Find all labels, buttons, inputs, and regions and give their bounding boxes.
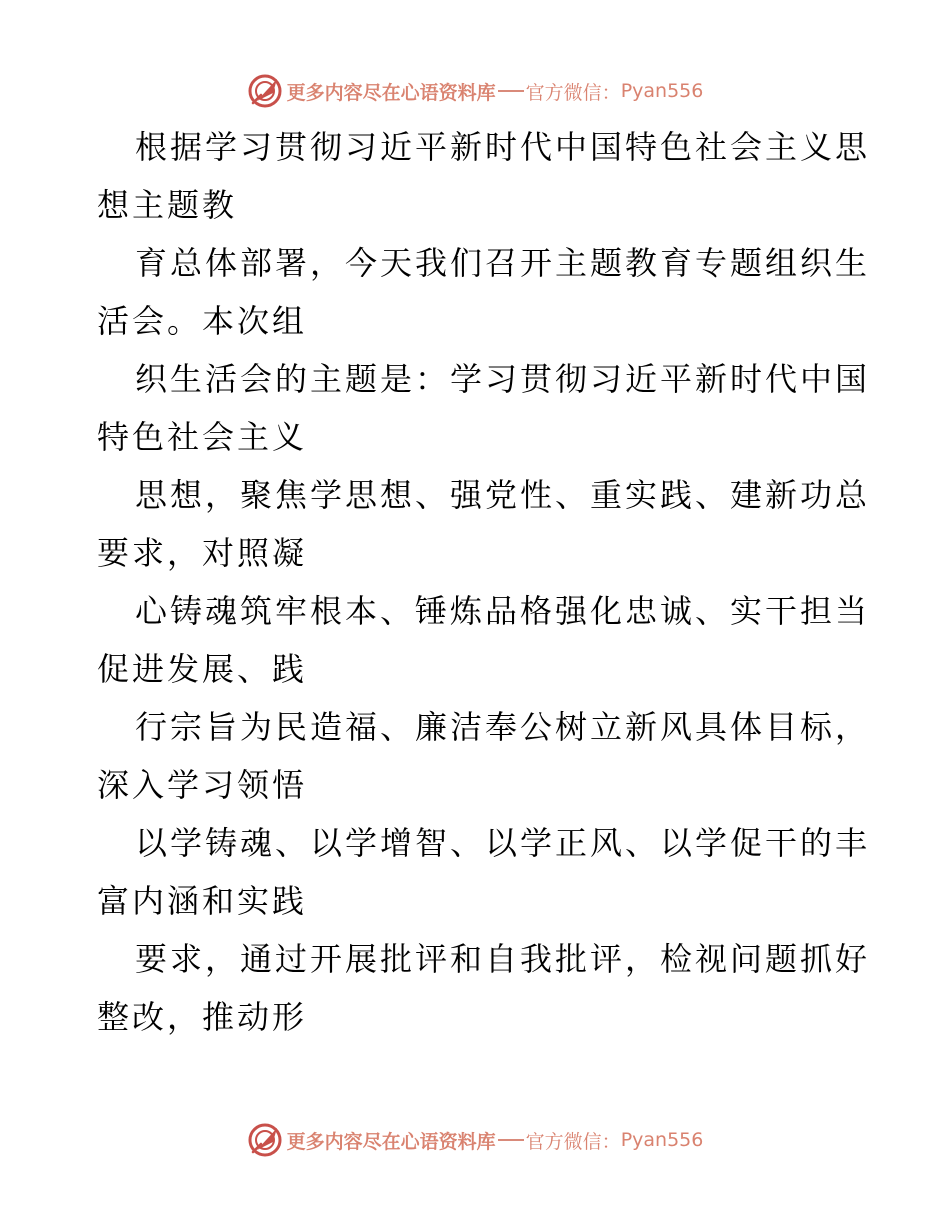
body-line: 要求，对照凝 bbox=[97, 534, 308, 572]
body-line: 富内涵和实践 bbox=[97, 882, 308, 920]
header-site-text: 更多内容尽在心语资料库 bbox=[286, 81, 496, 104]
quill-logo-icon bbox=[247, 1122, 283, 1158]
body-line: 想主题教 bbox=[97, 186, 238, 224]
header-banner bbox=[0, 69, 950, 113]
body-line: 特色社会主义 bbox=[97, 418, 308, 456]
body-line: 思想，聚焦学思想、强党性、重实践、建新功总 bbox=[135, 476, 871, 514]
body-line: 整改，推动形 bbox=[97, 998, 308, 1036]
footer-wechat-label: 官方微信： bbox=[525, 1130, 621, 1153]
body-line: 织生活会的主题是：学习贯彻习近平新时代中国 bbox=[135, 360, 871, 398]
document-body bbox=[97, 118, 871, 1046]
header-dash bbox=[498, 90, 524, 92]
footer-banner bbox=[0, 1118, 950, 1162]
body-line: 深入学习领悟 bbox=[97, 766, 308, 804]
body-line: 以学铸魂、以学增智、以学正风、以学促干的丰 bbox=[135, 824, 871, 862]
footer-wechat-id: Pyan556 bbox=[620, 1129, 704, 1151]
body-line: 要求，通过开展批评和自我批评，检视问题抓好 bbox=[135, 940, 871, 978]
footer-site-text: 更多内容尽在心语资料库 bbox=[286, 1130, 496, 1153]
body-line: 根据学习贯彻习近平新时代中国特色社会主义思 bbox=[135, 128, 871, 166]
header-wechat-label: 官方微信： bbox=[525, 81, 621, 104]
header-wechat-id: Pyan556 bbox=[620, 80, 704, 102]
body-line: 行宗旨为民造福、廉洁奉公树立新风具体目标， bbox=[135, 708, 871, 746]
quill-logo-icon bbox=[247, 73, 283, 109]
body-line: 促进发展、践 bbox=[97, 650, 308, 688]
body-line: 育总体部署，今天我们召开主题教育专题组织生 bbox=[135, 244, 871, 282]
body-line: 活会。本次组 bbox=[97, 302, 308, 340]
body-line: 心铸魂筑牢根本、锤炼品格强化忠诚、实干担当 bbox=[135, 592, 871, 630]
footer-dash bbox=[498, 1139, 524, 1141]
